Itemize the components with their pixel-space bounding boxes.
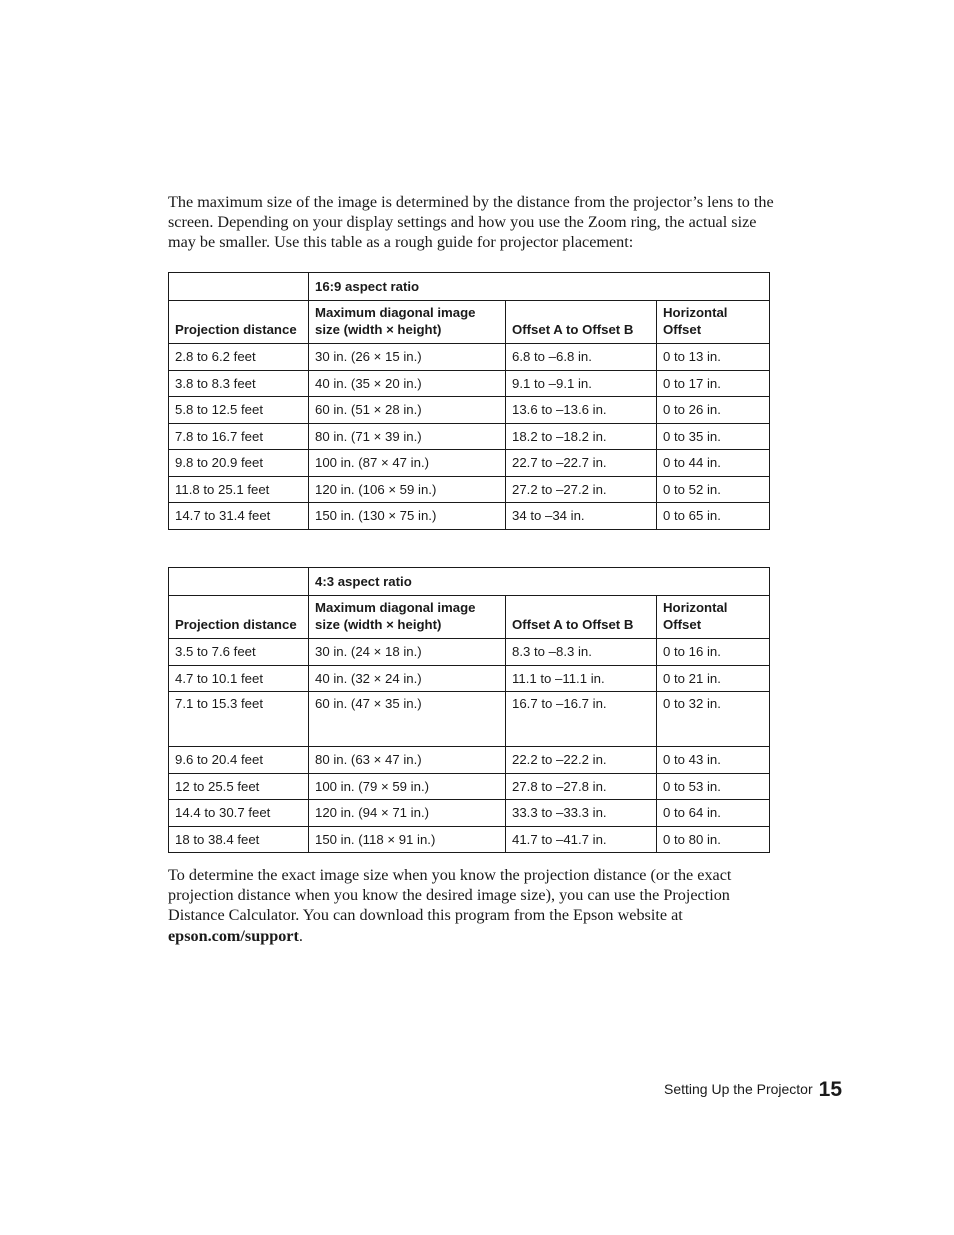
cell-offset-a-b: 8.3 to –8.3 in. (506, 639, 657, 666)
cell-offset-a-b: 22.7 to –22.7 in. (506, 450, 657, 477)
cell-horizontal-offset: 0 to 26 in. (657, 397, 770, 424)
cell-offset-a-b: 34 to –34 in. (506, 503, 657, 530)
header-offset-a-b: Offset A to Offset B (506, 301, 657, 344)
aspect-row (169, 273, 770, 301)
table-row (169, 639, 770, 666)
cell-offset-a-b: 11.1 to –11.1 in. (506, 665, 657, 692)
cell-offset-a-b: 33.3 to –33.3 in. (506, 800, 657, 827)
cell-projection-distance: 7.1 to 15.3 feet (169, 692, 309, 747)
cell-projection-distance: 9.8 to 20.9 feet (169, 450, 309, 477)
outro-text: To determine the exact image size when you know the projection distance (or the exact projection distance when you know the desired image size), you can use the Projection Distance Calculator. You can download this program from the Epson website at (168, 866, 732, 925)
header-projection-distance: Projection distance (169, 596, 309, 639)
cell-projection-distance: 7.8 to 16.7 feet (169, 423, 309, 450)
table-row (169, 344, 770, 371)
cell-max-diagonal-size: 80 in. (63 × 47 in.) (309, 747, 506, 774)
cell-max-diagonal-size: 80 in. (71 × 39 in.) (309, 423, 506, 450)
header-offset-a-b: Offset A to Offset B (506, 596, 657, 639)
cell-max-diagonal-size: 30 in. (24 × 18 in.) (309, 639, 506, 666)
table-row (169, 800, 770, 827)
outro-end: . (298, 926, 303, 945)
cell-projection-distance: 12 to 25.5 feet (169, 773, 309, 800)
cell-max-diagonal-size: 150 in. (130 × 75 in.) (309, 503, 506, 530)
aspect-blank-cell (169, 568, 309, 596)
header-row (169, 596, 770, 639)
cell-projection-distance: 18 to 38.4 feet (169, 826, 309, 853)
table-row (169, 665, 770, 692)
cell-projection-distance: 14.4 to 30.7 feet (169, 800, 309, 827)
cell-max-diagonal-size: 60 in. (47 × 35 in.) (309, 692, 506, 747)
cell-offset-a-b: 27.2 to –27.2 in. (506, 476, 657, 503)
cell-projection-distance: 2.8 to 6.2 feet (169, 344, 309, 371)
cell-horizontal-offset: 0 to 44 in. (657, 450, 770, 477)
cell-max-diagonal-size: 150 in. (118 × 91 in.) (309, 826, 506, 853)
cell-offset-a-b: 27.8 to –27.8 in. (506, 773, 657, 800)
cell-projection-distance: 4.7 to 10.1 feet (169, 665, 309, 692)
cell-max-diagonal-size: 100 in. (87 × 47 in.) (309, 450, 506, 477)
cell-max-diagonal-size: 120 in. (94 × 71 in.) (309, 800, 506, 827)
header-horizontal-offset: Horizontal Offset (657, 596, 770, 639)
aspect-table-16-9 (168, 272, 770, 530)
aspect-ratio-label: 16:9 aspect ratio (309, 273, 770, 301)
cell-projection-distance: 9.6 to 20.4 feet (169, 747, 309, 774)
aspect-blank-cell (169, 273, 309, 301)
cell-horizontal-offset: 0 to 80 in. (657, 826, 770, 853)
cell-horizontal-offset: 0 to 52 in. (657, 476, 770, 503)
table-row (169, 423, 770, 450)
table-row (169, 747, 770, 774)
header-max-diagonal-size: Maximum diagonal image size (width × height) (309, 301, 506, 344)
cell-max-diagonal-size: 60 in. (51 × 28 in.) (309, 397, 506, 424)
cell-horizontal-offset: 0 to 16 in. (657, 639, 770, 666)
table-row (169, 397, 770, 424)
header-horizontal-offset: Horizontal Offset (657, 301, 770, 344)
cell-offset-a-b: 22.2 to –22.2 in. (506, 747, 657, 774)
cell-offset-a-b: 6.8 to –6.8 in. (506, 344, 657, 371)
aspect-table-4-3 (168, 567, 770, 853)
cell-horizontal-offset: 0 to 43 in. (657, 747, 770, 774)
table-row (169, 450, 770, 477)
cell-horizontal-offset: 0 to 13 in. (657, 344, 770, 371)
header-max-diagonal-size: Maximum diagonal image size (width × height) (309, 596, 506, 639)
header-projection-distance: Projection distance (169, 301, 309, 344)
cell-horizontal-offset: 0 to 64 in. (657, 800, 770, 827)
cell-projection-distance: 11.8 to 25.1 feet (169, 476, 309, 503)
cell-horizontal-offset: 0 to 35 in. (657, 423, 770, 450)
cell-max-diagonal-size: 40 in. (35 × 20 in.) (309, 370, 506, 397)
table-row (169, 773, 770, 800)
page-footer (664, 1078, 842, 1102)
cell-max-diagonal-size: 120 in. (106 × 59 in.) (309, 476, 506, 503)
intro-paragraph: The maximum size of the image is determined by the distance from the projector’s lens to the screen. Depending on your display settings and how you use the Zoom ring, the actual size may be smaller. Use this table as a rough guide for projector placement: (168, 193, 774, 252)
outro-paragraph (168, 865, 788, 946)
cell-max-diagonal-size: 100 in. (79 × 59 in.) (309, 773, 506, 800)
support-link[interactable]: epson.com/support (168, 926, 299, 945)
aspect-ratio-label: 4:3 aspect ratio (309, 568, 770, 596)
page-number: 15 (818, 1078, 842, 1101)
cell-horizontal-offset: 0 to 32 in. (657, 692, 770, 747)
cell-projection-distance: 5.8 to 12.5 feet (169, 397, 309, 424)
footer-section-title: Setting Up the Projector (664, 1081, 813, 1097)
header-row (169, 301, 770, 344)
cell-horizontal-offset: 0 to 53 in. (657, 773, 770, 800)
table-row (169, 503, 770, 530)
cell-max-diagonal-size: 40 in. (32 × 24 in.) (309, 665, 506, 692)
cell-offset-a-b: 18.2 to –18.2 in. (506, 423, 657, 450)
cell-projection-distance: 14.7 to 31.4 feet (169, 503, 309, 530)
cell-horizontal-offset: 0 to 65 in. (657, 503, 770, 530)
cell-offset-a-b: 16.7 to –16.7 in. (506, 692, 657, 747)
cell-offset-a-b: 13.6 to –13.6 in. (506, 397, 657, 424)
cell-max-diagonal-size: 30 in. (26 × 15 in.) (309, 344, 506, 371)
cell-projection-distance: 3.8 to 8.3 feet (169, 370, 309, 397)
table-row (169, 476, 770, 503)
cell-horizontal-offset: 0 to 21 in. (657, 665, 770, 692)
table-row (169, 826, 770, 853)
table-row (169, 370, 770, 397)
cell-horizontal-offset: 0 to 17 in. (657, 370, 770, 397)
cell-offset-a-b: 41.7 to –41.7 in. (506, 826, 657, 853)
table-row (169, 692, 770, 747)
cell-offset-a-b: 9.1 to –9.1 in. (506, 370, 657, 397)
cell-projection-distance: 3.5 to 7.6 feet (169, 639, 309, 666)
aspect-row (169, 568, 770, 596)
